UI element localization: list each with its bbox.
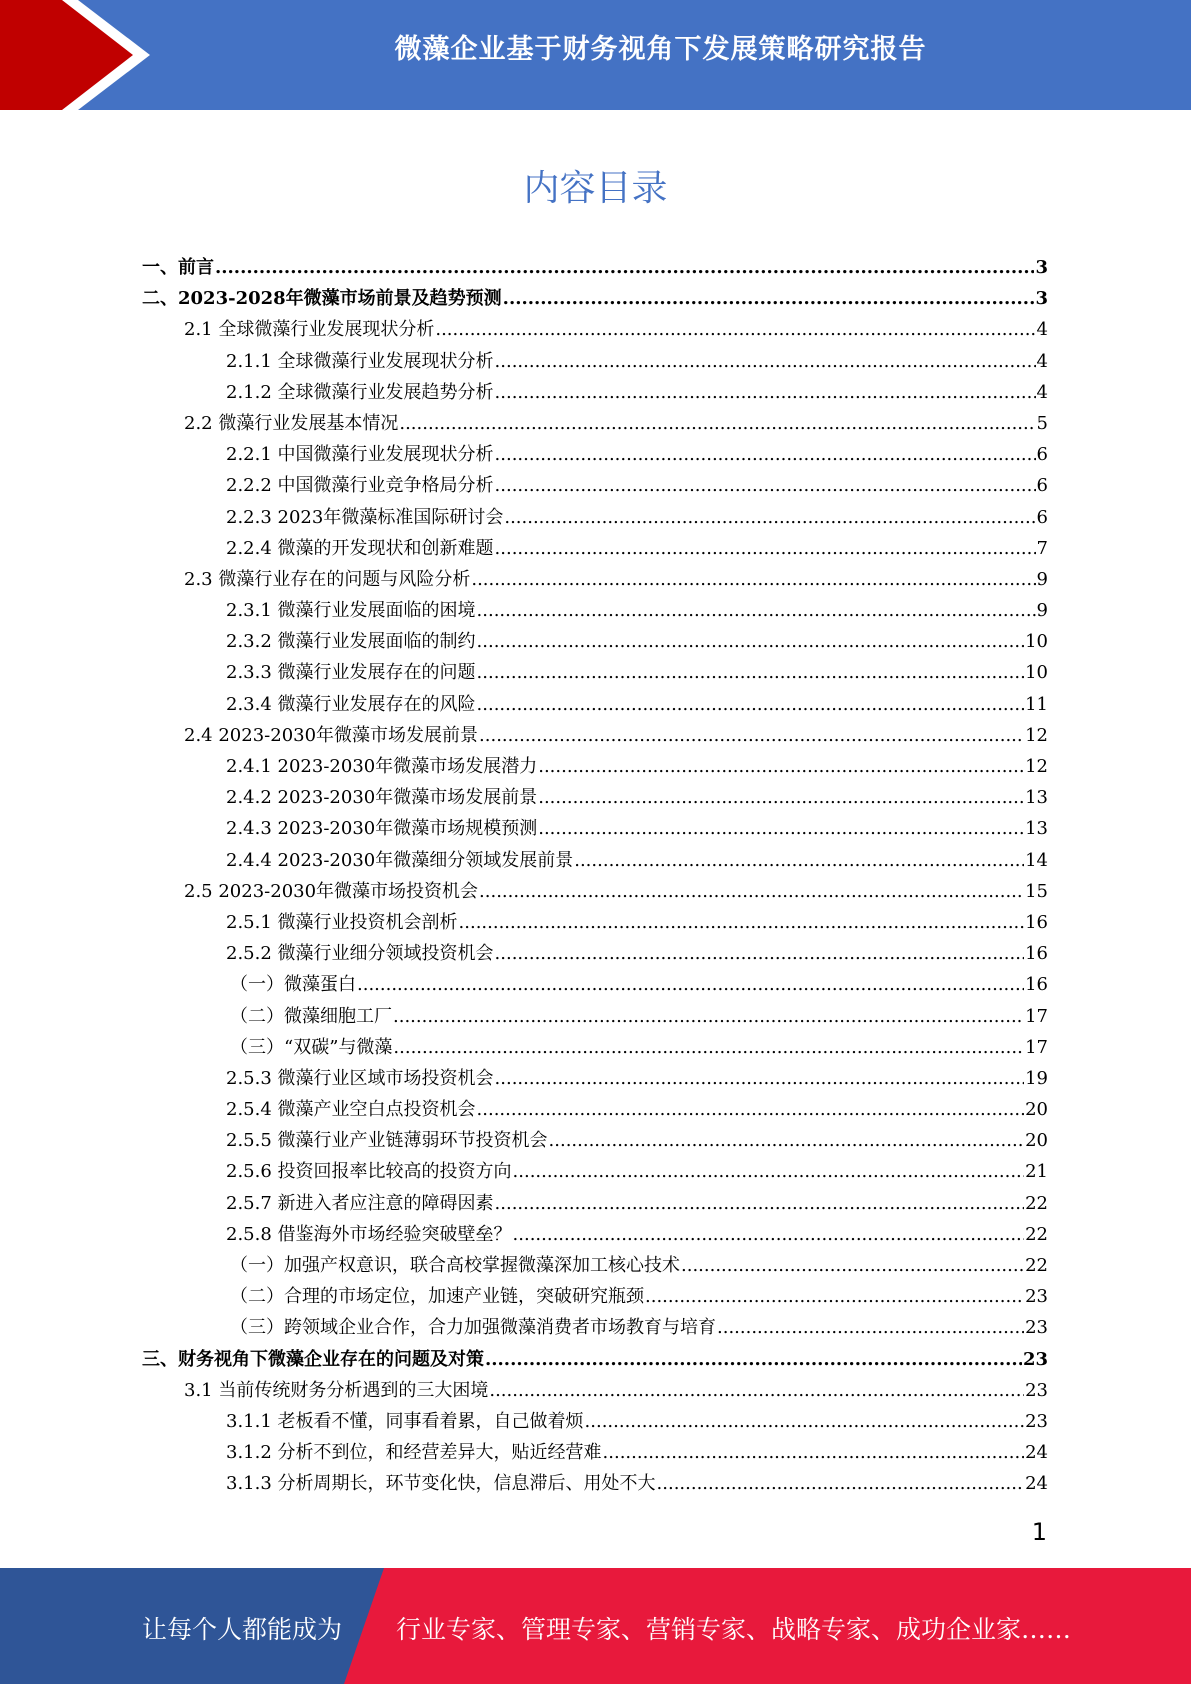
toc-entry[interactable] xyxy=(142,1345,1048,1376)
toc-dot-leader xyxy=(681,1255,1024,1276)
toc-dot-leader xyxy=(485,1349,1022,1370)
toc-entry-title: 二、2023-2028年微藻市场前景及趋势预测 xyxy=(142,288,502,310)
toc-entry-page: 12 xyxy=(1025,724,1048,746)
footer-banner xyxy=(0,1568,1191,1684)
toc-entry-title: 2.5.5 微藻行业产业链薄弱环节投资机会 xyxy=(226,1130,548,1152)
toc-dot-leader xyxy=(513,1161,1025,1182)
toc-entry-title: 三、财务视角下微藻企业存在的问题及对策 xyxy=(142,1348,484,1370)
toc-entry-page: 23 xyxy=(1025,1286,1048,1308)
toc-entry-title: （二）微藻细胞工厂 xyxy=(230,1005,392,1027)
toc-entry[interactable] xyxy=(142,783,1048,814)
toc-entry-page: 23 xyxy=(1025,1410,1048,1432)
toc-entry[interactable] xyxy=(142,846,1048,877)
toc-entry-page: 24 xyxy=(1025,1473,1048,1495)
toc-entry-title: 2.4 2023-2030年微藻市场发展前景 xyxy=(184,724,479,746)
toc-entry[interactable] xyxy=(142,814,1048,845)
toc-entry[interactable] xyxy=(142,970,1048,1001)
toc-dot-leader xyxy=(495,538,1036,559)
toc-entry-title: 2.1 全球微藻行业发展现状分析 xyxy=(184,319,435,341)
toc-entry[interactable] xyxy=(142,1189,1048,1220)
toc-entry-title: 2.5.2 微藻行业细分领域投资机会 xyxy=(226,943,494,965)
toc-entry[interactable] xyxy=(142,1282,1048,1313)
toc-dot-leader xyxy=(495,444,1036,465)
toc-dot-leader xyxy=(435,319,1035,340)
footer-slogan-left: 让每个人都能成为 xyxy=(142,1615,343,1644)
toc-entry[interactable] xyxy=(142,503,1048,534)
toc-entry-page: 22 xyxy=(1025,1192,1048,1214)
toc-entry-page: 16 xyxy=(1025,974,1048,996)
toc-entry-page: 13 xyxy=(1025,787,1048,809)
toc-dot-leader xyxy=(477,694,1025,715)
toc-entry[interactable] xyxy=(142,378,1048,409)
toc-entry[interactable] xyxy=(142,565,1048,596)
toc-entry[interactable] xyxy=(142,1095,1048,1126)
toc-entry-title: 2.5.1 微藻行业投资机会剖析 xyxy=(226,911,458,933)
page-number: 1 xyxy=(1031,1518,1047,1546)
toc-entry[interactable] xyxy=(142,596,1048,627)
toc-entry-page: 3 xyxy=(1035,288,1048,310)
toc-entry[interactable] xyxy=(142,877,1048,908)
toc-entry-page: 22 xyxy=(1025,1223,1048,1245)
toc-dot-leader xyxy=(393,1006,1024,1027)
toc-entry-title: 2.4.1 2023-2030年微藻市场发展潜力 xyxy=(226,756,538,777)
toc-entry-page: 4 xyxy=(1036,381,1048,403)
toc-dot-leader xyxy=(645,1286,1024,1307)
toc-entry-title: 2.3 微藻行业存在的问题与风险分析 xyxy=(184,568,471,590)
toc-entry[interactable] xyxy=(142,534,1048,565)
toc-dot-leader xyxy=(459,912,1025,933)
toc-entry[interactable] xyxy=(142,1126,1048,1157)
toc-entry-title: 2.4.2 2023-2030年微藻市场发展前景 xyxy=(226,787,538,809)
toc-entry-page: 14 xyxy=(1025,849,1048,871)
toc-entry-page: 24 xyxy=(1025,1442,1048,1464)
toc-entry[interactable] xyxy=(142,253,1048,284)
toc-entry-title: 2.3.2 微藻行业发展面临的制约 xyxy=(226,631,476,653)
toc-entry-page: 16 xyxy=(1025,943,1048,965)
toc-dot-leader xyxy=(513,1224,1025,1245)
toc-entry[interactable] xyxy=(142,1313,1048,1344)
toc-dot-leader xyxy=(495,382,1036,403)
toc-entry-title: 2.5 2023-2030年微藻市场投资机会 xyxy=(184,880,479,902)
toc-entry[interactable] xyxy=(142,1064,1048,1095)
toc-entry[interactable] xyxy=(142,1157,1048,1188)
toc-entry-title: 2.5.8 借鉴海外市场经验突破壁垒？ xyxy=(226,1223,512,1245)
report-title: 微藻企业基于财务视角下发展策略研究报告 xyxy=(394,34,927,65)
toc-entry-title: 2.5.7 新进入者应注意的障碍因素 xyxy=(226,1192,494,1214)
toc-dot-leader xyxy=(503,288,1035,309)
toc-dot-leader xyxy=(495,1193,1025,1214)
footer-slogan-right: 行业专家、管理专家、营销专家、战略专家、成功企业家…… xyxy=(396,1615,1072,1644)
toc-entry-page: 4 xyxy=(1036,350,1048,372)
toc-entry-page: 23 xyxy=(1022,1348,1048,1370)
toc-dot-leader xyxy=(574,850,1024,871)
toc-heading: 内容目录 xyxy=(523,168,668,209)
toc-dot-leader xyxy=(717,1317,1024,1338)
toc-entry-page: 17 xyxy=(1025,1036,1048,1058)
toc-dot-leader xyxy=(477,600,1036,621)
toc-dot-leader xyxy=(657,1473,1025,1494)
toc-dot-leader xyxy=(479,881,1024,902)
toc-entry-title: （二）合理的市场定位，加速产业链，突破研究瓶颈 xyxy=(230,1286,644,1308)
toc-entry-title: 2.3.1 微藻行业发展面临的困境 xyxy=(226,600,476,622)
toc-dot-leader xyxy=(477,662,1025,683)
toc-entry[interactable] xyxy=(142,440,1048,471)
toc-dot-leader xyxy=(495,1068,1025,1089)
toc-dot-leader xyxy=(399,413,1035,434)
toc-entry-page: 17 xyxy=(1025,1005,1048,1027)
toc-entry-title: 2.2.3 2023年微藻标准国际研讨会 xyxy=(226,506,504,528)
toc-entry-title: 2.5.4 微藻产业空白点投资机会 xyxy=(226,1099,476,1121)
toc-entry[interactable] xyxy=(142,627,1048,658)
toc-entry-title: 3.1.2 分析不到位，和经营差异大，贴近经营难 xyxy=(226,1442,602,1464)
toc-dot-leader xyxy=(471,569,1035,590)
toc-entry-title: 3.1.1 老板看不懂，同事看着累，自己做着烦 xyxy=(226,1410,584,1432)
table-of-contents xyxy=(142,253,1048,1501)
toc-entry-page: 12 xyxy=(1025,756,1048,777)
toc-entry-page: 22 xyxy=(1025,1255,1048,1276)
toc-entry-page: 3 xyxy=(1035,257,1048,278)
toc-entry-title: 2.2.1 中国微藻行业发展现状分析 xyxy=(226,444,494,466)
toc-entry[interactable] xyxy=(142,721,1048,752)
toc-dot-leader xyxy=(489,1380,1024,1401)
report-header-banner xyxy=(0,0,1191,110)
toc-dot-leader xyxy=(477,631,1025,652)
toc-entry[interactable] xyxy=(142,347,1048,378)
toc-entry-page: 4 xyxy=(1036,319,1048,341)
toc-entry-page: 19 xyxy=(1025,1067,1048,1089)
toc-entry[interactable] xyxy=(142,690,1048,721)
toc-entry[interactable] xyxy=(142,284,1048,315)
toc-dot-leader xyxy=(479,725,1024,746)
toc-entry-title: （三）跨领域企业合作，合力加强微藻消费者市场教育与培育 xyxy=(230,1317,716,1339)
toc-entry-title: 2.4.3 2023-2030年微藻市场规模预测 xyxy=(226,818,538,840)
toc-entry-page: 9 xyxy=(1036,568,1048,590)
toc-dot-leader xyxy=(495,943,1025,964)
toc-entry-title: 3.1.3 分析周期长，环节变化快，信息滞后、用处不大 xyxy=(226,1473,656,1495)
toc-entry[interactable] xyxy=(142,409,1048,440)
toc-entry[interactable] xyxy=(142,315,1048,346)
toc-entry-title: 2.4.4 2023-2030年微藻细分领域发展前景 xyxy=(226,849,574,871)
toc-entry[interactable] xyxy=(142,1220,1048,1251)
toc-entry-page: 7 xyxy=(1036,537,1048,559)
toc-entry-page: 20 xyxy=(1025,1099,1048,1121)
toc-dot-leader xyxy=(215,257,1034,278)
toc-entry-title: 2.1.2 全球微藻行业发展趋势分析 xyxy=(226,381,494,403)
toc-dot-leader xyxy=(357,974,1024,995)
toc-dot-leader xyxy=(549,1130,1025,1151)
toc-entry[interactable] xyxy=(142,471,1048,502)
toc-entry-page: 10 xyxy=(1025,631,1048,653)
toc-entry[interactable] xyxy=(142,1376,1048,1407)
toc-entry-page: 13 xyxy=(1025,818,1048,840)
toc-entry-title: （一）微藻蛋白 xyxy=(230,974,356,996)
toc-entry[interactable] xyxy=(142,908,1048,939)
toc-entry-title: （三）“双碳”与微藻 xyxy=(230,1036,393,1058)
toc-entry-title: 2.2.4 微藻的开发现状和创新难题 xyxy=(226,537,494,559)
toc-entry-page: 9 xyxy=(1036,600,1048,622)
toc-dot-leader xyxy=(477,1099,1025,1120)
toc-entry-page: 23 xyxy=(1025,1379,1048,1401)
toc-entry-page: 10 xyxy=(1025,662,1048,684)
toc-entry-page: 6 xyxy=(1036,506,1048,528)
toc-entry-title: 2.5.6 投资回报率比较高的投资方向 xyxy=(226,1161,512,1183)
toc-entry-page: 16 xyxy=(1025,911,1048,933)
toc-entry-title: 2.3.4 微藻行业发展存在的风险 xyxy=(226,693,476,715)
toc-entry-page: 5 xyxy=(1036,412,1048,434)
toc-entry-title: 2.2 微藻行业发展基本情况 xyxy=(184,412,399,434)
toc-entry[interactable] xyxy=(142,658,1048,689)
toc-entry-title: 一、前言 xyxy=(142,257,214,278)
toc-entry-page: 20 xyxy=(1025,1130,1048,1152)
toc-entry[interactable] xyxy=(142,1407,1048,1438)
toc-entry-page: 11 xyxy=(1025,693,1048,715)
toc-dot-leader xyxy=(504,507,1035,528)
toc-dot-leader xyxy=(393,1037,1024,1058)
toc-dot-leader xyxy=(495,475,1036,496)
toc-entry-page: 21 xyxy=(1025,1161,1048,1183)
toc-entry[interactable] xyxy=(142,1033,1048,1064)
toc-entry[interactable] xyxy=(142,1251,1048,1282)
toc-dot-leader xyxy=(585,1411,1025,1432)
toc-entry-title: （一）加强产权意识，联合高校掌握微藻深加工核心技术 xyxy=(230,1255,680,1276)
toc-entry-page: 6 xyxy=(1036,475,1048,497)
toc-entry[interactable] xyxy=(142,939,1048,970)
toc-entry-title: 2.3.3 微藻行业发展存在的问题 xyxy=(226,662,476,684)
toc-entry[interactable] xyxy=(142,1002,1048,1033)
toc-entry-page: 15 xyxy=(1025,880,1048,902)
toc-entry-title: 2.2.2 中国微藻行业竞争格局分析 xyxy=(226,475,494,497)
toc-entry[interactable] xyxy=(142,1469,1048,1500)
toc-dot-leader xyxy=(538,787,1024,808)
toc-entry[interactable] xyxy=(142,1438,1048,1469)
toc-dot-leader xyxy=(603,1442,1025,1463)
toc-entry-title: 2.5.3 微藻行业区域市场投资机会 xyxy=(226,1067,494,1089)
toc-entry-page: 6 xyxy=(1036,444,1048,466)
toc-entry-page: 23 xyxy=(1025,1317,1048,1339)
toc-dot-leader xyxy=(538,818,1024,839)
toc-entry-title: 2.1.1 全球微藻行业发展现状分析 xyxy=(226,350,494,372)
toc-entry[interactable] xyxy=(142,752,1048,783)
toc-dot-leader xyxy=(538,756,1024,777)
toc-entry-title: 3.1 当前传统财务分析遇到的三大困境 xyxy=(184,1379,489,1401)
toc-dot-leader xyxy=(495,351,1036,372)
